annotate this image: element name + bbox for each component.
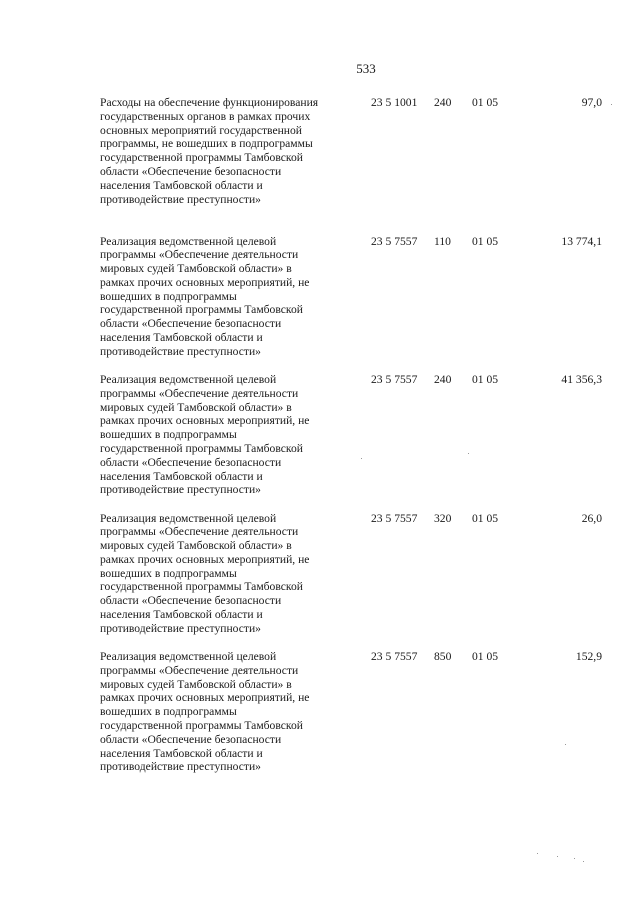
scan-speck	[611, 104, 612, 105]
budget-table	[100, 96, 602, 789]
row-description: Реализация ведомственной целевой программы «Обеспечение деятельности мировых судей Тамбовской области» в рамках прочих основных мероприятий, не вошедших в подпрограммы государственной программы Тамбовской области «Обеспечение безопасности населения Тамбовской области и противодействие преступности»	[100, 511, 310, 635]
row-target-article-code: 23 5 7557	[371, 650, 418, 663]
scan-speck	[565, 744, 566, 745]
row-description: Реализация ведомственной целевой программы «Обеспечение деятельности мировых судей Тамбовской области» в рамках прочих основных мероприятий, не вошедших в подпрограммы государственной программы Тамбовской области «Обеспечение безопасности населения Тамбовской области и противодействие преступности»	[100, 650, 310, 774]
row-target-article-code: 23 5 1001	[371, 96, 418, 109]
table-row	[100, 650, 602, 789]
scan-speck	[574, 858, 575, 859]
row-amount: 41 356,3	[561, 373, 602, 386]
scan-speck	[537, 853, 538, 854]
row-target-article-code: 23 5 7557	[371, 511, 418, 525]
scan-speck	[468, 453, 469, 454]
row-description: Реализация ведомственной целевой программы «Обеспечение деятельности мировых судей Тамбовской области» в рамках прочих основных мероприятий, не вошедших в подпрограммы государственной программы Тамбовской области «Обеспечение безопасности населения Тамбовской области и противодействие преступности»	[100, 234, 310, 358]
row-section-subsection-code: 01 05	[472, 234, 499, 248]
table-row	[100, 96, 602, 235]
table-row	[100, 235, 602, 374]
row-description: Расходы на обеспечение функционирования государственных органов в рамках прочих основных мероприятий государственной программы, не вошедших в подпрограммы государственной программы Тамбовской области «Обеспечение безопасности населения Тамбовской области и противодействие преступности»	[100, 96, 319, 206]
scan-speck	[361, 458, 362, 459]
table-row	[100, 373, 602, 512]
row-section-subsection-code: 01 05	[472, 650, 499, 663]
row-section-subsection-code: 01 05	[472, 373, 499, 386]
row-expense-type-code: 110	[434, 234, 451, 248]
row-amount: 97,0	[581, 96, 602, 109]
scan-speck	[557, 856, 558, 857]
row-target-article-code: 23 5 7557	[371, 373, 418, 386]
scan-speck	[583, 861, 584, 862]
row-target-article-code: 23 5 7557	[371, 234, 418, 248]
table-row	[100, 512, 602, 651]
row-amount: 152,9	[575, 650, 602, 663]
row-section-subsection-code: 01 05	[472, 96, 499, 109]
page-number: 533	[356, 61, 376, 76]
row-expense-type-code: 850	[434, 650, 452, 663]
row-amount: 26,0	[581, 511, 602, 525]
row-amount: 13 774,1	[561, 234, 602, 248]
row-expense-type-code: 240	[434, 373, 452, 386]
row-expense-type-code: 240	[434, 96, 452, 109]
row-description: Реализация ведомственной целевой программы «Обеспечение деятельности мировых судей Тамбовской области» в рамках прочих основных мероприятий, не вошедших в подпрограммы государственной программы Тамбовской области «Обеспечение безопасности населения Тамбовской области и противодействие преступности»	[100, 373, 310, 497]
row-section-subsection-code: 01 05	[472, 511, 499, 525]
row-expense-type-code: 320	[434, 511, 452, 525]
